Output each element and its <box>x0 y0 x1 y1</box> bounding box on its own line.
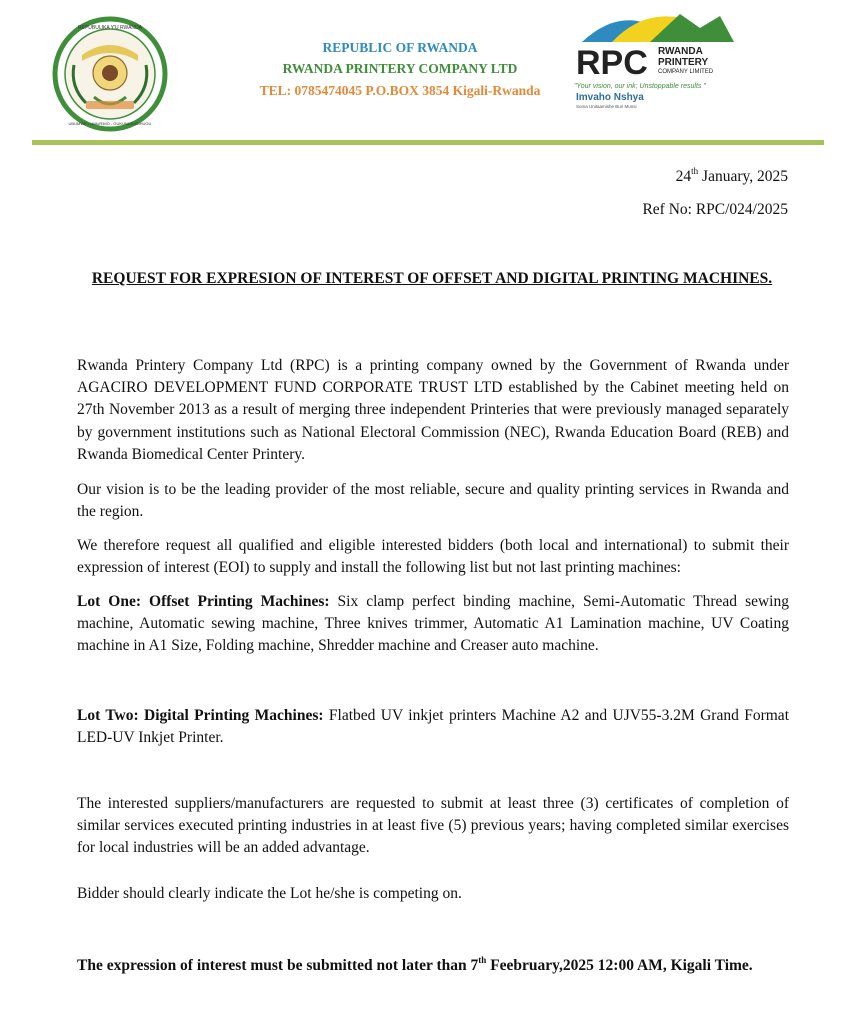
lot-one-label: Lot One: Offset Printing Machines: <box>77 593 330 610</box>
logo-tagline: Imvaho Nshya <box>576 92 644 103</box>
paragraph-lot-two <box>77 705 789 749</box>
deadline-pre: The expression of interest must be submitted not later than 7 <box>77 957 479 974</box>
date-rest: January, 2025 <box>698 168 788 185</box>
logo-acronym: RPC <box>576 44 648 82</box>
letterhead-center <box>200 38 600 102</box>
republic-line: REPUBLIC OF RWANDA <box>322 40 478 55</box>
document-title: REQUEST FOR EXPRESION OF INTEREST OF OFFSET AND DIGITAL PRINTING MACHINES. <box>91 270 773 287</box>
date-sup: th <box>691 166 699 176</box>
logo-tagline-sub: Soma Unitaamishe Buri Munsi <box>576 104 637 109</box>
letter-date <box>676 166 788 186</box>
paragraph-lot-one <box>77 591 789 658</box>
lot-two-label: Lot Two: Digital Printing Machines: <box>77 707 324 724</box>
contact-line: TEL: 0785474045 P.O.BOX 3854 Kigali-Rwanda <box>259 83 541 98</box>
paragraph-deadline <box>77 949 789 977</box>
logo-slogan: "Your vision, our ink; Unstoppable results " <box>574 83 706 90</box>
logo-name-2: PRINTERY <box>658 57 709 68</box>
logo-name-3: COMPANY LIMITED <box>658 69 714 75</box>
reference-number: Ref No: RPC/024/2025 <box>642 201 788 218</box>
logo-name-1: RWANDA <box>658 46 703 57</box>
paragraph-vision: Our vision is to be the leading provider of the most reliable, secure and quality printing services in Rwanda and the region. <box>77 481 789 521</box>
paragraph-requirements: The interested suppliers/manufacturers are requested to submit at least three (3) certificates of completion of similar services executed printing industries in at least five (5) previous years; having completed similar exercises for local industries will be an added advantage. <box>77 795 789 857</box>
paragraph-company-intro: Rwanda Printery Company Ltd (RPC) is a printing company owned by the Government of Rwanda under AGACIRO DEVELOPMENT FUND CORPORATE TRUST LTD established by the Cabinet meeting held on 27th November 2013 as a result of merging three independent Printeries that were previously managed separately by government institutions such as National Electoral Commission (NEC), Rwanda Education Board (REB) and Rwanda Biomedical Center Printery. <box>77 357 789 463</box>
paragraph-lot-indication: Bidder should clearly indicate the Lot he/she is competing on. <box>77 885 462 902</box>
date-day: 24 <box>675 168 692 185</box>
company-line: RWANDA PRINTERY COMPANY LTD <box>282 61 518 76</box>
rwanda-coat-of-arms-icon <box>52 15 168 133</box>
deadline-post: Feebruary,2025 12:00 AM, Kigali Time. <box>486 957 753 974</box>
seal-top-text: REPUBULIKA Y'U RWANDA <box>78 25 142 31</box>
paragraph-request: We therefore request all qualified and eligible interested bidders (both local and international) to submit their expression of interest (EOI) to supply and install the following list but not last printing machines: <box>77 537 789 577</box>
letterhead <box>0 0 864 150</box>
seal-bottom-text: UBUMWE - UMURIMO - GUKUNDA IGIHUGU <box>68 121 152 126</box>
header-divider <box>32 140 824 145</box>
deadline-sup: th <box>478 955 487 965</box>
rpc-logo <box>572 8 748 112</box>
lot-one-text: Six clamp perfect binding machine, Semi-Automatic Thread sewing machine, Automatic sewing machine, Three knives trimmer, Automatic A1 Lamination machine, UV Coating machine in A1 Size, Folding machine, Shredder machine and Creaser auto machine. <box>77 593 789 655</box>
lot-two-text: Flatbed UV inkjet printers Machine A2 and UJV55-3.2M Grand Format LED-UV Inkjet Printer. <box>77 707 789 747</box>
